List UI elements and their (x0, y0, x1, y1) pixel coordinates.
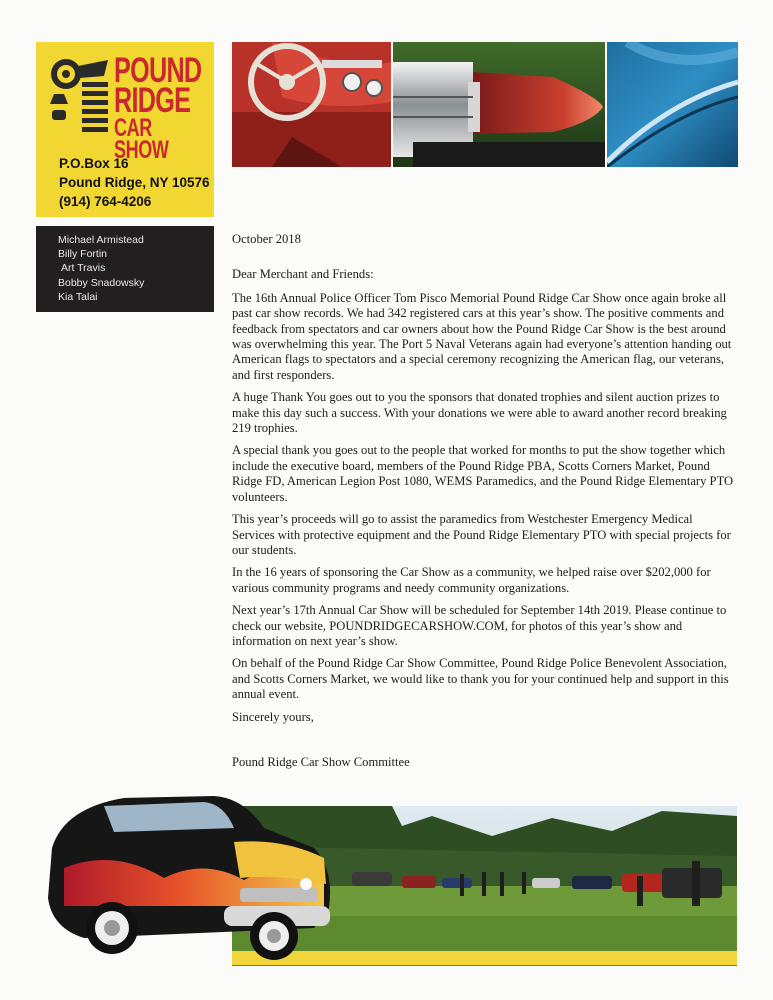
logo-address-block (36, 42, 214, 217)
logo-line-car-show: CAR SHOW (114, 114, 169, 164)
paragraph: In the 16 years of sponsoring the Car Show as a community, we helped raise over $202,000 for various community programs and needy community organizations. (232, 565, 711, 595)
phone-number: (914) 764-4206 (59, 194, 152, 209)
signature: Pound Ridge Car Show Committee (232, 754, 410, 769)
board-member: Bobby Snadowsky (58, 276, 145, 289)
po-box: P.O.Box 16 (59, 156, 129, 171)
logo-line-ridge: RIDGE (114, 81, 191, 121)
dashboard-photo (232, 42, 391, 167)
paragraph: A special thank you goes out to the people that worked for months to put the show together which include the executive board, members of the Pound Ridge PBA, Scotts Corners Market, Pound Ridge FD, American Legion Post 1080, WEMS Paramedics, and the Pound Ridge Elementary PTO volunteers. (232, 443, 734, 504)
salutation: Dear Merchant and Friends: (232, 267, 374, 282)
board-member: Michael Armistead (58, 234, 144, 246)
car-show-logo-icon (46, 52, 116, 142)
board-member: Kia Talai (58, 290, 98, 303)
paragraph: This year’s proceeds will go to assist the paramedics from Westchester Emergency Medical Services with protective equipment and the Pound Ridge Elementary PTO with special projects for our students. (232, 512, 731, 557)
board-member: Art Travis (61, 262, 106, 275)
letter-body (232, 232, 734, 777)
chrome-taillight-photo (393, 42, 605, 167)
paragraph: The 16th Annual Police Officer Tom Pisco Memorial Pound Ridge Car Show once again broke all past car show records. We had 342 registered cars at this year’s show. The positive comments and feedback from spectators and car owners about how the Pound Ridge Car Show is the best around was overwhelming this year. The Port 5 Naval Veterans again had everyone’s attention handing out American flags to spectators and a special ceremony recognizing the American flag, our veterans, and first responders. (232, 290, 732, 382)
header-photo-strip (232, 42, 738, 167)
flamed-hot-rod-image (44, 788, 336, 964)
board-members-list (36, 226, 214, 312)
mailing-address (59, 154, 210, 211)
city-state-zip: Pound Ridge, NY 10576 (59, 175, 210, 190)
logo-title (114, 51, 202, 164)
closing: Sincerely yours, (232, 709, 314, 724)
letter-date: October 2018 (232, 232, 301, 246)
blue-fender-photo (607, 42, 738, 167)
paragraph: Next year’s 17th Annual Car Show will be scheduled for September 14th 2019. Please continue to check our website, POUNDRIDGECARSHOW.COM, for photos of this year’s show and information on next year’s show. (232, 603, 727, 648)
board-member: Billy Fortin (58, 248, 108, 261)
paragraph: A huge Thank You goes out to you the sponsors that donated trophies and silent auction prizes to make this day such a success. With your donations we were able to award another record breaking 219 trophies. (232, 390, 727, 436)
logo-line-pound: POUND (114, 51, 202, 90)
paragraph: On behalf of the Pound Ridge Car Show Committee, Pound Ridge Police Benevolent Association, and Scotts Corners Market, we would like to thank you for your continued help and support in this annual event. (232, 656, 729, 702)
